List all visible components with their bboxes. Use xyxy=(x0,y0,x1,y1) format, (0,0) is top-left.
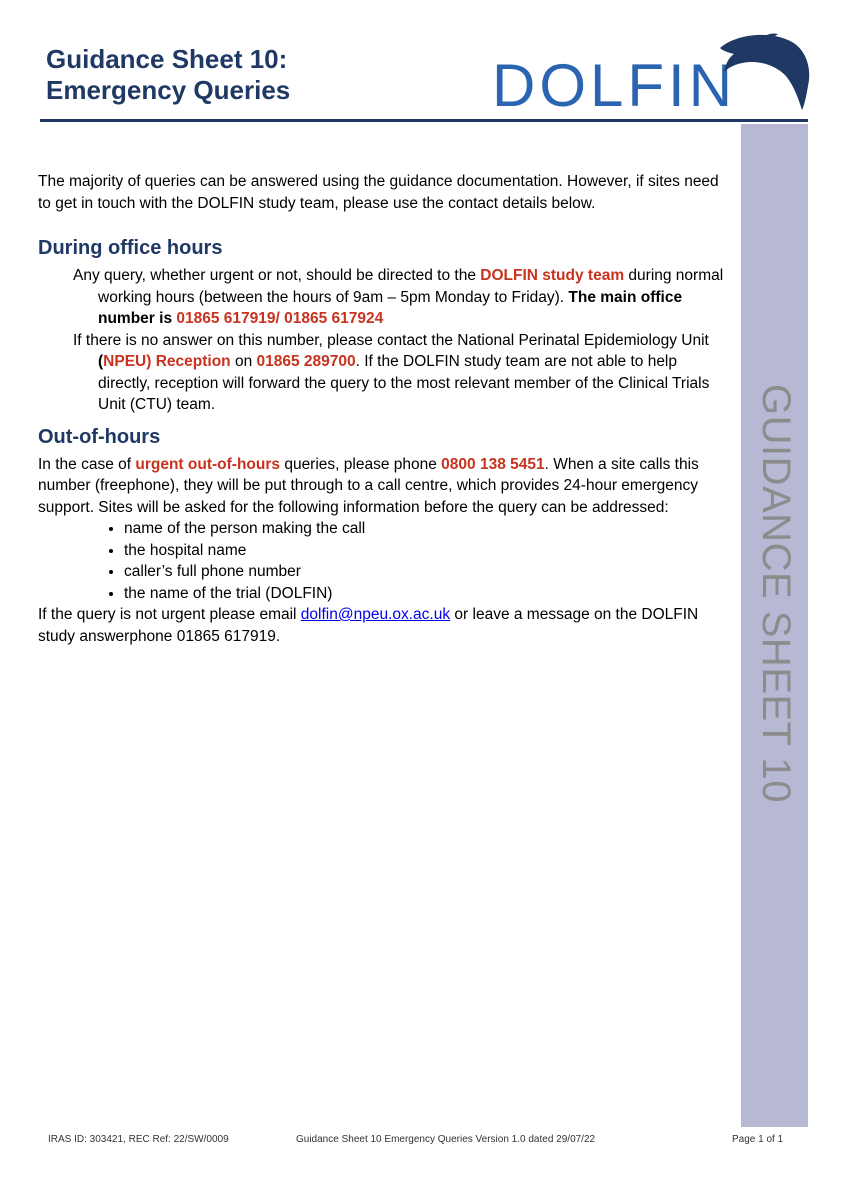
side-band-label: GUIDANCE SHEET 10 xyxy=(754,384,798,803)
footer-page-number: Page 1 of 1 xyxy=(732,1134,784,1145)
email-link[interactable]: dolfin@npeu.ox.ac.uk xyxy=(300,606,451,623)
main-office-label: The main office number is xyxy=(98,288,683,327)
page-title xyxy=(46,44,290,106)
text-run: . If the DOLFIN study team are not able to help directly, reception will forward the query to the most relevant member of the Clinical Trials Unit (CTU) team. xyxy=(98,353,710,413)
office-hours-paragraph-2 xyxy=(38,330,728,416)
title-line-1: Guidance Sheet 10: xyxy=(46,44,288,74)
text-run: queries, please phone xyxy=(280,455,442,473)
text-run: In the case of xyxy=(38,455,136,473)
list-item: • the hospital name xyxy=(124,540,728,562)
paren-open: ( xyxy=(98,353,104,370)
text-run: If there is no answer on this number, please contact the National Perinatal Epidemiology Unit xyxy=(73,331,709,349)
footer-left: IRAS ID: 303421, REC Ref: 22/SW/0009 xyxy=(48,1134,229,1145)
logo-text: DOLFIN xyxy=(492,52,737,114)
text-run: during normal working hours (between the hours of 9am – 5pm Monday to Friday). xyxy=(98,267,724,306)
intro-paragraph: The majority of queries can be answered using the guidance documentation. However, if sites need to get in touch with the DOLFIN study team, please use the contact details below. xyxy=(38,173,719,212)
text-run: or leave a message on the DOLFIN study answerphone 01865 617919. xyxy=(38,606,699,645)
text-run: on xyxy=(230,353,257,370)
text-run: If the query is not urgent please email xyxy=(38,606,301,623)
footer-center: Guidance Sheet 10 Emergency Queries Version 1.0 dated 29/07/22 xyxy=(296,1134,596,1145)
list-item: • name of the person making the call xyxy=(124,518,728,540)
highlight-study-team: DOLFIN study team xyxy=(480,267,625,284)
main-content xyxy=(38,171,728,647)
highlight-npeu-reception: NPEU) Reception xyxy=(103,353,231,370)
highlight-urgent-out-of-hours: urgent out-of-hours xyxy=(135,455,281,473)
title-line-2: Emergency Queries xyxy=(46,75,291,105)
out-of-hours-heading: Out-of-hours xyxy=(38,425,161,448)
text-run: Any query, whether urgent or not, should be directed to the xyxy=(73,267,481,284)
list-item: • caller’s full phone number xyxy=(124,561,728,583)
list-item: • the name of the trial (DOLFIN) xyxy=(124,583,728,605)
out-of-hours-paragraph-1 xyxy=(38,454,728,519)
header-rule xyxy=(40,119,808,122)
out-of-hours-paragraph-2 xyxy=(38,604,728,647)
npeu-phone-number: 01865 289700 xyxy=(256,353,356,370)
text-run: . When a site calls this number (freephone), they will be put through to a call centre, which provides 24-hour emergency support. Sites will be asked for the following information before the query can be addressed: xyxy=(38,455,699,516)
required-info-list xyxy=(38,518,728,604)
office-hours-paragraph-1 xyxy=(38,265,728,330)
dolfin-logo xyxy=(488,32,812,114)
office-hours-heading: During office hours xyxy=(38,237,223,259)
main-office-number: 01865 617919/ 01865 617924 xyxy=(176,310,384,327)
freephone-number: 0800 138 5451 xyxy=(441,455,545,473)
